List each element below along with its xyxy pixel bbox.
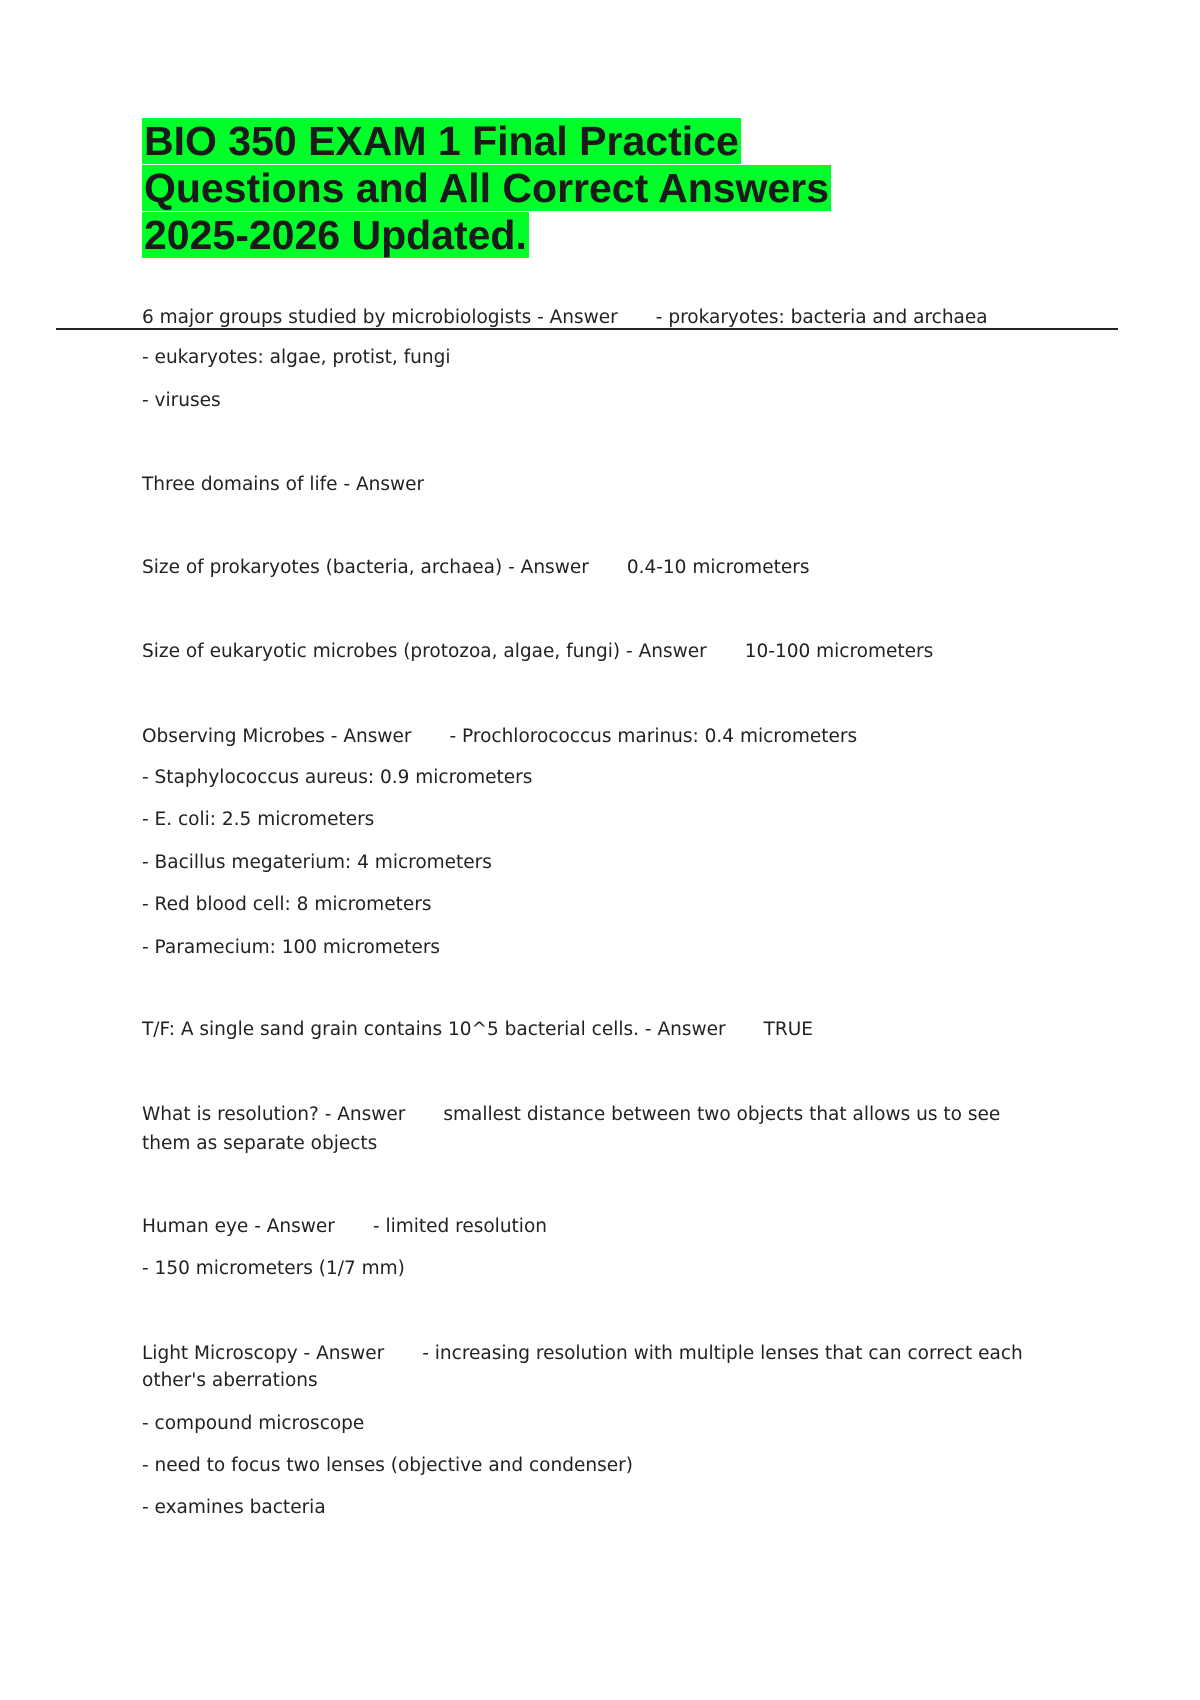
answer-bullet: - Paramecium: 100 micrometers — [142, 937, 441, 958]
qa-row-light-microscopy — [142, 1340, 1072, 1368]
qa-row-sand — [142, 1016, 1072, 1044]
question-text: Three domains of life - Answer — [142, 474, 425, 495]
answer-continuation: them as separate objects — [142, 1133, 378, 1154]
qa-row-eukaryote-size — [142, 638, 1072, 666]
qa-row-observing — [142, 723, 1072, 751]
answer-bullet: - Staphylococcus aureus: 0.9 micrometers — [142, 767, 533, 788]
answer-text: - prokaryotes: bacteria and archaea — [655, 307, 988, 328]
answer-bullet: - E. coli: 2.5 micrometers — [142, 809, 375, 830]
title-line-2: Questions and All Correct Answers — [144, 165, 830, 211]
question-text: Observing Microbes - Answer — [142, 726, 412, 747]
title-line-3: 2025-2026 Updated. — [144, 212, 527, 258]
answer-text: smallest distance between two objects that allows us to see — [443, 1104, 1001, 1125]
question-text: 6 major groups studied by microbiologists - Answer — [142, 307, 618, 328]
title-line-1: BIO 350 EXAM 1 Final Practice — [144, 118, 739, 164]
answer-bullet: - viruses — [142, 390, 221, 411]
answer-bullet: - Red blood cell: 8 micrometers — [142, 894, 432, 915]
question-text: T/F: A single sand grain contains 10^5 bacterial cells. - Answer — [142, 1019, 726, 1040]
question-text: What is resolution? - Answer — [142, 1104, 406, 1125]
separator-line — [56, 328, 1118, 330]
question-text: Size of eukaryotic microbes (protozoa, algae, fungi) - Answer — [142, 641, 707, 662]
answer-text: - limited resolution — [372, 1216, 547, 1237]
qa-row-domains — [142, 471, 1072, 499]
answer-continuation: other's aberrations — [142, 1370, 318, 1391]
answer-bullet: - compound microscope — [142, 1413, 365, 1434]
question-text: Human eye - Answer — [142, 1216, 335, 1237]
answer-text: 0.4-10 micrometers — [626, 557, 810, 578]
qa-row-human-eye — [142, 1213, 1072, 1241]
answer-text: - increasing resolution with multiple lenses that can correct each — [422, 1343, 1023, 1364]
qa-row-prokaryote-size — [142, 554, 1072, 582]
question-text: Size of prokaryotes (bacteria, archaea) - Answer — [142, 557, 589, 578]
answer-bullet: - Bacillus megaterium: 4 micrometers — [142, 852, 492, 873]
answer-text: - Prochlorococcus marinus: 0.4 micrometers — [449, 726, 858, 747]
answer-bullet: - need to focus two lenses (objective and condenser) — [142, 1455, 633, 1476]
answer-bullet: - eukaryotes: algae, protist, fungi — [142, 347, 451, 368]
answer-bullet: - examines bacteria — [142, 1497, 326, 1518]
answer-text: 10-100 micrometers — [744, 641, 934, 662]
answer-bullet: - 150 micrometers (1/7 mm) — [142, 1258, 405, 1279]
answer-text: TRUE — [763, 1019, 813, 1040]
document-title — [142, 118, 1042, 259]
qa-row-resolution — [142, 1101, 1072, 1129]
question-text: Light Microscopy - Answer — [142, 1343, 385, 1364]
